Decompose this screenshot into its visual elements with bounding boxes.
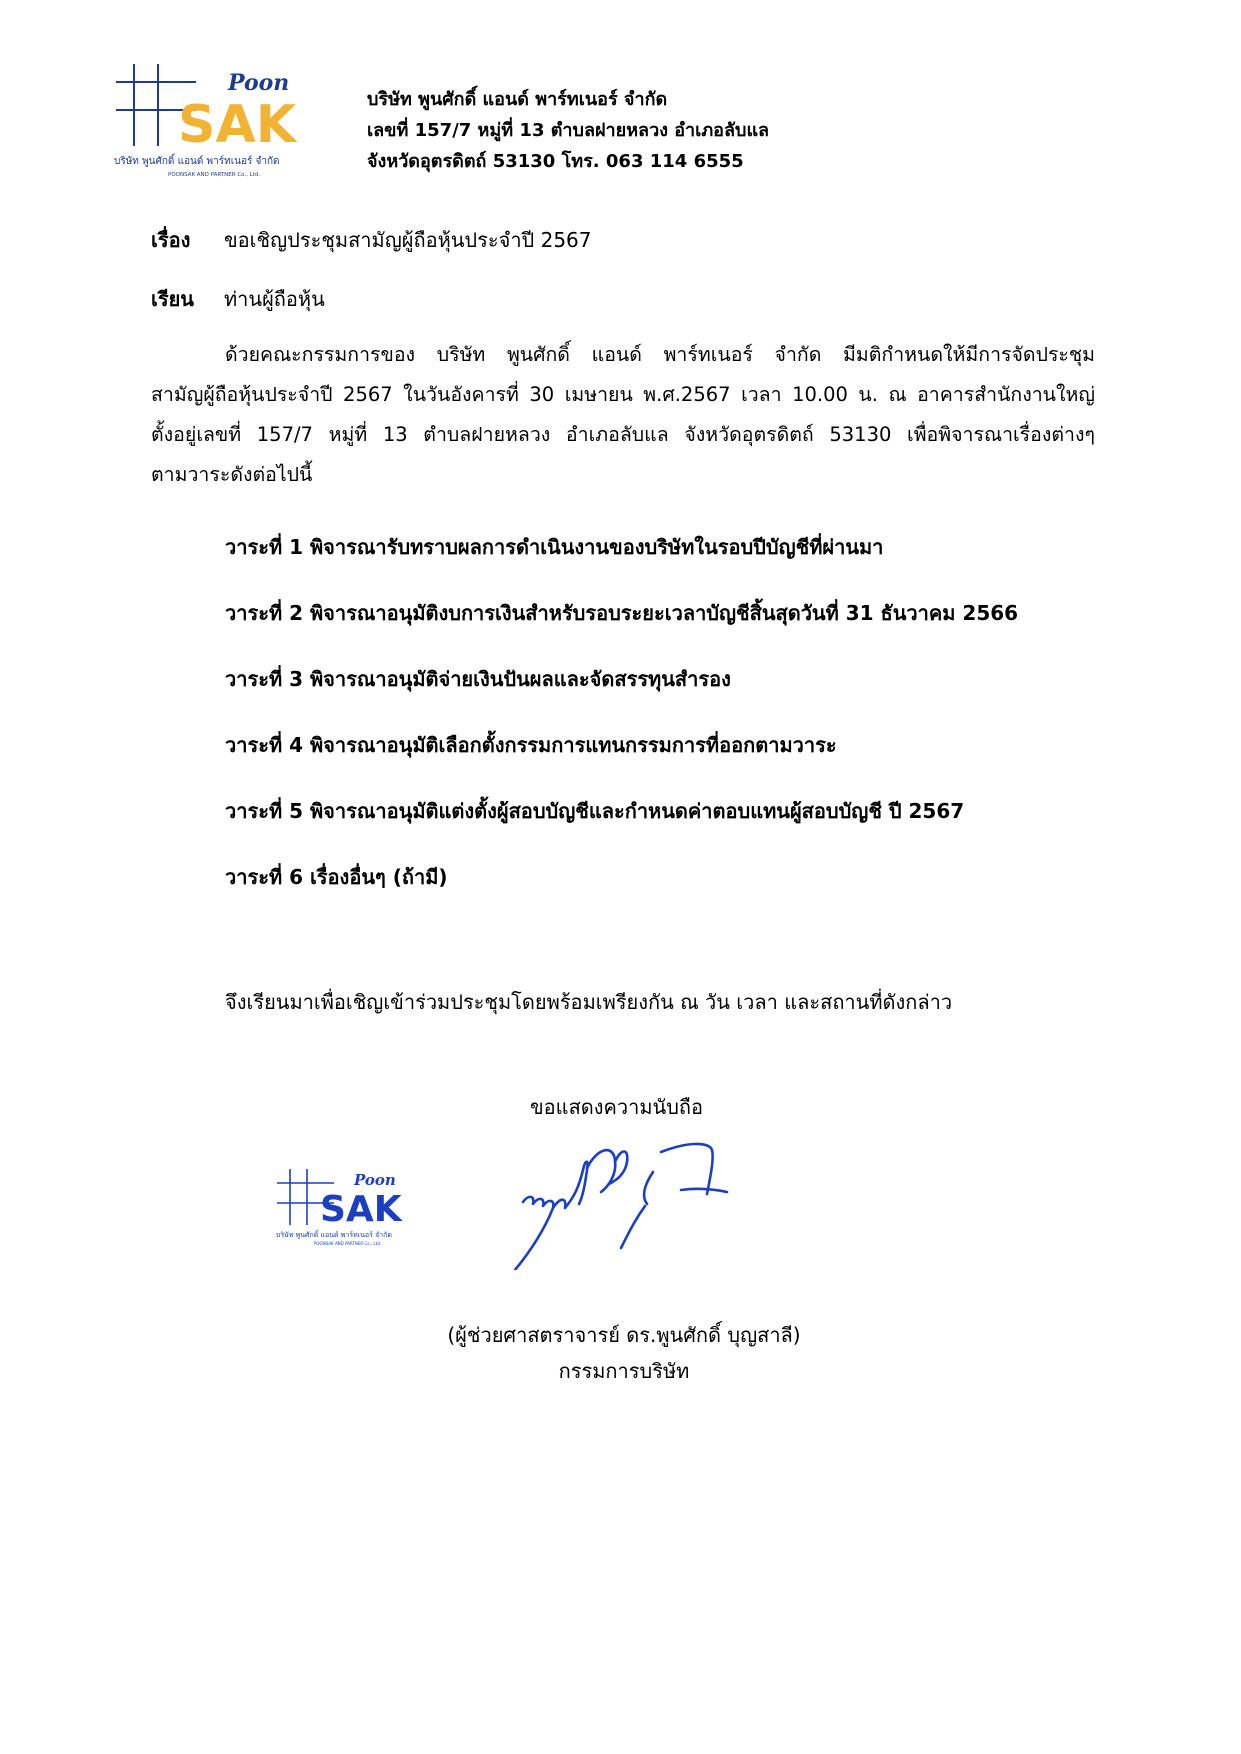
recipient-line	[151, 283, 325, 315]
body-line: ตามวาระดังต่อไปนี้	[151, 463, 313, 486]
svg-text:Poon: Poon	[228, 70, 290, 96]
agenda-item-6: วาระที่ 6 เรื่องอื่นๆ (ถ้ามี)	[225, 865, 448, 889]
recipient-label: เรียน	[151, 287, 194, 311]
body-line: สามัญผู้ถือหุ้นประจำปี 2567 ในวันอังคารที่ 30 เมษายน พ.ศ.2567 เวลา 10.00 น. ณ อาคารสำนักงานใหญ่	[151, 383, 1095, 406]
recipient-text: ท่านผู้ถือหุ้น	[224, 287, 325, 311]
svg-text:SAK: SAK	[178, 95, 296, 155]
closing-sentence: จึงเรียนมาเพื่อเชิญเข้าร่วมประชุมโดยพร้อมเพรียงกัน ณ วัน เวลา และสถานที่ดังกล่าว	[225, 990, 953, 1014]
signer-name: (ผู้ช่วยศาสตราจารย์ ดร.พูนศักดิ์ บุญสาลี)	[447, 1323, 801, 1347]
company-stamp-logo	[274, 1165, 414, 1247]
svg-text:POONSAK AND PARTNER Co., Ltd.: POONSAK AND PARTNER Co., Ltd.	[314, 1241, 382, 1246]
svg-text:SAK: SAK	[320, 1189, 402, 1230]
signer-title: กรรมการบริษัท	[558, 1359, 690, 1383]
company-contact: จังหวัดอุตรดิตถ์ 53130 โทร. 063 114 6555	[367, 151, 744, 172]
agenda-item-4: วาระที่ 4 พิจารณาอนุมัติเลือกตั้งกรรมการแทนกรรมการที่ออกตามวาระ	[225, 733, 837, 757]
company-logo	[112, 60, 312, 178]
svg-text:Poon: Poon	[354, 1171, 396, 1189]
subject-label: เรื่อง	[151, 228, 191, 252]
svg-text:บริษัท พูนศักดิ์ แอนด์ พาร์ทเน: บริษัท พูนศักดิ์ แอนด์ พาร์ทเนอร์ จำกัด	[276, 1231, 392, 1239]
signer-block	[440, 1317, 808, 1389]
body-line: ด้วยคณะกรรมการของ บริษัท พูนศักดิ์ แอนด์ พาร์ทเนอร์ จำกัด มีมติกำหนดให้มีการจัดประชุม	[225, 343, 1095, 366]
body-line: ตั้งอยู่เลขที่ 157/7 หมู่ที่ 13 ตำบลฝายหลวง อำเภอลับแล จังหวัดอุตรดิตถ์ 53130 เพื่อพิจารณาเรื่องต่างๆ	[151, 423, 1095, 446]
company-address-block	[367, 84, 769, 177]
agenda-item-5: วาระที่ 5 พิจารณาอนุมัติแต่งตั้งผู้สอบบัญชีและกำหนดค่าตอบแทนผู้สอบบัญชี ปี 2567	[225, 799, 965, 823]
subject-line	[151, 224, 592, 256]
agenda-item-3: วาระที่ 3 พิจารณาอนุมัติจ่ายเงินปันผลและจัดสรรทุนสำรอง	[225, 667, 731, 691]
company-name: บริษัท พูนศักดิ์ แอนด์ พาร์ทเนอร์ จำกัด	[367, 89, 668, 110]
subject-text: ขอเชิญประชุมสามัญผู้ถือหุ้นประจำปี 2567	[224, 228, 592, 252]
svg-text:POONSAK AND PARTNER Co., Ltd.: POONSAK AND PARTNER Co., Ltd.	[168, 172, 261, 178]
agenda-item-2: วาระที่ 2 พิจารณาอนุมัติงบการเงินสำหรับรอบระยะเวลาบัญชีสิ้นสุดวันที่ 31 ธันวาคม 2566	[225, 601, 1019, 625]
regards-text: ขอแสดงความนับถือ	[530, 1095, 704, 1119]
signature	[505, 1140, 745, 1270]
svg-text:บริษัท พูนศักดิ์ แอนด์ พาร์ทเน: บริษัท พูนศักดิ์ แอนด์ พาร์ทเนอร์ จำกัด	[114, 156, 280, 167]
company-address: เลขที่ 157/7 หมู่ที่ 13 ตำบลฝายหลวง อำเภอลับแล	[367, 120, 770, 141]
agenda-item-1: วาระที่ 1 พิจารณารับทราบผลการดำเนินงานของบริษัทในรอบปีบัญชีที่ผ่านมา	[225, 535, 884, 559]
body-paragraph	[151, 335, 1095, 495]
